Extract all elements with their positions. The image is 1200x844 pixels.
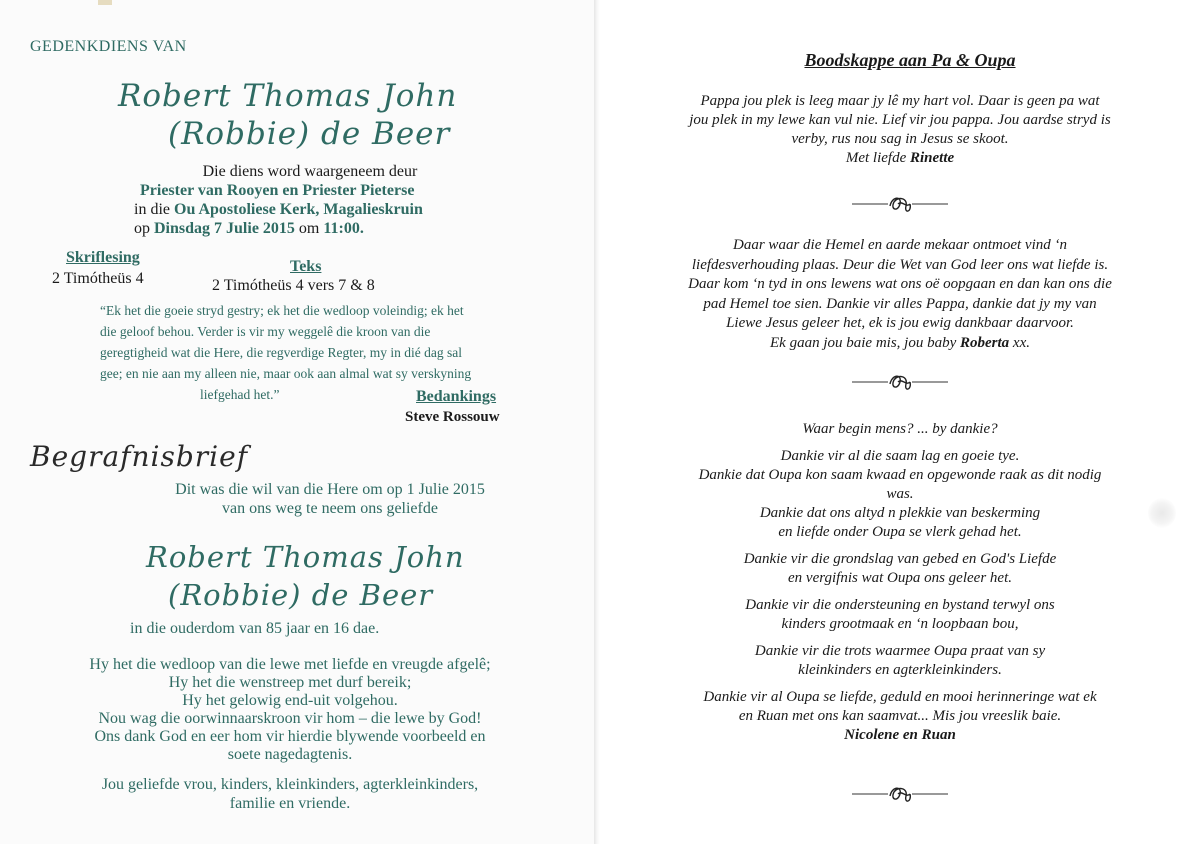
message-rinette xyxy=(610,92,1190,168)
poem-line: Hy het die wedloop van die lewe met liefde en vreugde afgelê; xyxy=(89,656,491,673)
closing-line: familie en vriende. xyxy=(229,795,351,812)
quote-line: liefgehad het.” xyxy=(200,387,280,402)
closing xyxy=(20,775,560,813)
flourish-divider-icon xyxy=(850,370,950,394)
deceased-name-line2: (Robbie) de Beer xyxy=(168,116,451,152)
message-line: verby, rus nou sag in Jesus se skoot. xyxy=(791,131,1009,147)
messages-title: Boodskappe aan Pa & Oupa xyxy=(804,50,1016,70)
quote-line: die geloof behou. Verder is vir my weggelê die kroon van die xyxy=(100,324,431,339)
message-line: Dankie dat Oupa kon saam kwaad en opgewonde raak as dit nodig xyxy=(698,467,1102,483)
deceased-name2-line1: Robert Thomas John xyxy=(146,540,465,574)
quote-line: gee; en nie aan my alleen nie, maar ook aan almal wat sy verskyning xyxy=(100,366,472,381)
letter-intro-line: Dit was die wil van die Here om op 1 Julie 2015 xyxy=(175,481,485,498)
begrafnisbrief-heading: Begrafnisbrief xyxy=(30,440,249,473)
message-line: Pappa jou plek is leeg maar jy lê my hart vol. Daar is geen pa wat xyxy=(700,93,1100,109)
deceased-name-line1: Robert Thomas John xyxy=(118,78,458,114)
quote-line: geregtigheid wat die Here, die regverdige Regter, my in dié dag sal xyxy=(100,345,462,360)
service-line2: Priester van Rooyen en Priester Pieterse xyxy=(140,182,415,199)
message-nicolene-ruan xyxy=(610,420,1190,745)
skriflesing-value: 2 Timótheüs 4 xyxy=(52,270,144,287)
teks-label: Teks xyxy=(290,258,322,275)
message-line: kinders grootmaak en ‘n loopbaan bou, xyxy=(781,616,1019,632)
teks-value: 2 Timótheüs 4 vers 7 & 8 xyxy=(212,277,375,294)
poem-line: Hy het gelowig end-uit volgehou. xyxy=(182,692,398,709)
service-line3: in die Ou Apostoliese Kerk, Magalieskruin xyxy=(134,201,423,218)
message-line: jou plek in my lewe kan vul nie. Lief vir jou pappa. Jou aardse stryd is xyxy=(689,112,1111,128)
message-line: was. xyxy=(886,486,914,502)
message-line: Dankie dat ons altyd n plekkie van beskerming xyxy=(759,505,1041,521)
poem-line: Hy het die wenstreep met durf bereik; xyxy=(168,674,412,691)
flourish-divider-icon xyxy=(850,782,950,806)
left-page xyxy=(0,0,594,844)
message-line: pad Hemel toe sien. Dankie vir alles Pappa, dankie dat jy my van xyxy=(703,295,1097,312)
message-line: en liefde onder Oupa se vlerk gehad het. xyxy=(778,524,1022,540)
message-line: Dankie vir die grondslag van gebed en God's Liefde xyxy=(743,551,1057,567)
quote-line: “Ek het die goeie stryd gestry; ek het die wedloop voleindig; ek het xyxy=(100,303,464,318)
letter-intro xyxy=(100,480,560,518)
header-gedenkdiens: GEDENKDIENS VAN xyxy=(30,38,187,55)
message-line: Daar kom ‘n tyd in ons lewens wat ons oë oopgaan en dan kan ons die xyxy=(688,276,1112,292)
message-line: Daar waar die Hemel en aarde mekaar ontmoet vind ‘n xyxy=(733,237,1067,253)
message-signature: Met liefde Rinette xyxy=(845,150,955,166)
message-line: Dankie vir die ondersteuning en bystand terwyl ons xyxy=(745,597,1055,613)
message-line: en Ruan met ons kan saamvat... Mis jou vreeslik baie. xyxy=(738,708,1062,724)
poem-line: Nou wag die oorwinnaarskroon vir hom – die lewe by God! xyxy=(98,710,482,727)
poem-line: soete nagedagtenis. xyxy=(227,746,353,763)
message-line: Dankie vir die trots waarmee Oupa praat van sy xyxy=(754,643,1046,659)
message-question: Waar begin mens? ... by dankie? xyxy=(802,421,998,437)
message-line: en vergifnis wat Oupa ons geleer het. xyxy=(788,570,1012,586)
message-signature: Ek gaan jou baie mis, jou baby Roberta xx. xyxy=(770,334,1030,351)
message-line: Dankie vir al die saam lag en goeie tye. xyxy=(780,448,1020,464)
message-line: kleinkinders en agterkleinkinders. xyxy=(798,662,1002,678)
skriflesing-label: Skriflesing xyxy=(66,249,140,266)
flourish-divider-icon xyxy=(850,192,950,216)
service-details xyxy=(110,162,510,238)
age-line: in die ouderdom van 85 jaar en 16 dae. xyxy=(130,620,380,637)
message-line: Dankie vir al Oupa se liefde, geduld en mooi herinneringe wat ek xyxy=(703,689,1097,705)
service-line4: op Dinsdag 7 Julie 2015 om 11:00. xyxy=(134,220,364,237)
closing-line: Jou geliefde vrou, kinders, kleinkinders, agterkleinkinders, xyxy=(101,776,479,793)
paper-mark xyxy=(98,0,112,5)
service-line1: Die diens word waargeneem deur xyxy=(202,163,418,180)
bedankings-label: Bedankings xyxy=(416,388,497,405)
right-page xyxy=(600,0,1200,844)
message-line: liefdesverhouding plaas. Deur die Wet van God leer ons wat liefde is. xyxy=(691,256,1109,273)
message-signature: Nicolene en Ruan xyxy=(844,727,956,743)
message-roberta xyxy=(610,236,1190,353)
deceased-name2-line2: (Robbie) de Beer xyxy=(168,578,434,612)
message-line: Liewe Jesus geleer het, ek is jou ewig dankbaar daarvoor. xyxy=(726,315,1074,331)
letter-intro-line: van ons weg te neem ons geliefde xyxy=(222,500,438,517)
poem xyxy=(20,656,560,764)
bedankings-value: Steve Rossouw xyxy=(405,409,500,425)
poem-line: Ons dank God en eer hom vir hierdie blywende voorbeeld en xyxy=(94,728,486,745)
paper-smudge xyxy=(1148,498,1176,528)
